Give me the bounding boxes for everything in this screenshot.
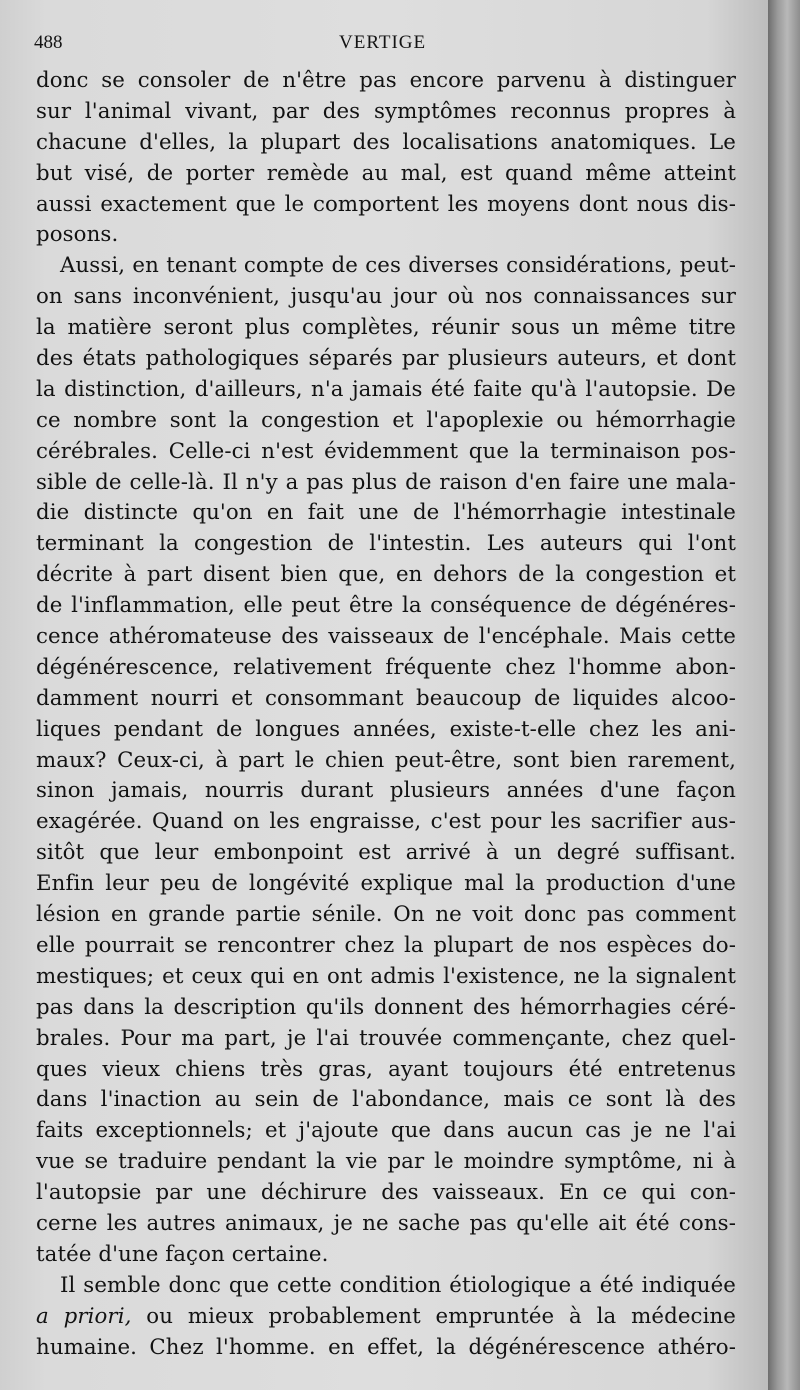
text-line: ce nombre sont la congestion et l'apoplexie ou hémorrhagie xyxy=(36,407,736,433)
text-line: chacune d'elles, la plupart des localisations anatomiques. Le xyxy=(36,129,736,155)
text-line: cence athéromateuse des vaisseaux de l'encéphale. Mais cette xyxy=(36,624,736,650)
text-line: la distinction, d'ailleurs, n'a jamais été faite qu'à l'autopsie. De xyxy=(36,376,736,402)
text-line: sitôt que leur embonpoint est arrivé à un degré suffisant. xyxy=(36,840,736,866)
text-line: sur l'animal vivant, par des symptômes reconnus propres à xyxy=(36,98,736,124)
text-line: elle pourrait se rencontrer chez la plupart de nos espèces do- xyxy=(36,932,736,958)
text-line: donc se consoler de n'être pas encore parvenu à distinguer xyxy=(36,68,736,93)
text-line: faits exceptionnels; et j'ajoute que dans aucun cas je ne l'ai xyxy=(36,1118,736,1144)
running-title: VERTIGE xyxy=(339,32,427,53)
text-line: maux? Ceux-ci, à part le chien peut-être, sont bien rarement, xyxy=(36,747,736,773)
text-line: but visé, de porter remède au mal, est quand même atteint xyxy=(36,160,736,186)
page-number: 488 xyxy=(34,32,63,53)
text-line: tatée d'une façon certaine. xyxy=(36,1241,329,1267)
text-line: terminant la congestion de l'intestin. Les auteurs qui l'ont xyxy=(36,531,736,557)
text-line: dégénérescence, relativement fréquente chez l'homme abon- xyxy=(36,654,736,680)
italic-phrase: a priori, xyxy=(36,1303,132,1329)
text-line: brales. Pour ma part, je l'ai trouvée commençante, chez quel- xyxy=(36,1025,736,1051)
text-line: posons. xyxy=(36,222,119,248)
text-line: on sans inconvénient, jusqu'au jour où nos connaissances sur xyxy=(36,284,736,310)
text-line: Il semble donc que cette condition étiologique a été indiquée xyxy=(60,1272,736,1298)
text-line-rest: ou mieux probablement empruntée à la médecine xyxy=(146,1303,736,1329)
text-line: sible de celle-là. Il n'y a pas plus de raison d'en faire une mala- xyxy=(36,469,736,495)
text-line: aussi exactement que le comportent les moyens dont nous dis- xyxy=(36,191,736,217)
text-line: ques vieux chiens très gras, ayant toujours été entretenus xyxy=(36,1056,736,1082)
text-line: de l'inflammation, elle peut être la conséquence de dégénéres- xyxy=(36,593,736,619)
text-line: lésion en grande partie sénile. On ne voit donc pas comment xyxy=(36,902,736,928)
text-line: Aussi, en tenant compte de ces diverses considérations, peut- xyxy=(60,253,736,279)
text-line: exagérée. Quand on les engraisse, c'est pour les sacrifier aus- xyxy=(36,809,736,835)
text-line: décrite à part disent bien que, en dehors de la congestion et xyxy=(36,562,736,588)
text-line: sinon jamais, nourris durant plusieurs années d'une façon xyxy=(36,778,736,804)
text-line: liques pendant de longues années, existe-t-elle chez les ani- xyxy=(36,716,736,742)
text-line: la matière seront plus complètes, réunir sous un même titre xyxy=(36,315,736,341)
text-line-with-italic xyxy=(36,1302,736,1333)
text-line: mestiques; et ceux qui en ont admis l'existence, ne la signalent xyxy=(36,963,736,989)
page-edge-shadow xyxy=(768,0,800,1390)
running-head xyxy=(34,32,734,56)
text-line: vue se traduire pendant la vie par le moindre symptôme, ni à xyxy=(36,1149,736,1175)
text-line: humaine. Chez l'homme. en effet, la dégénérescence athéro- xyxy=(36,1334,736,1360)
text-line: pas dans la description qu'ils donnent des hémorrhagies céré- xyxy=(36,994,736,1020)
text-line: cerne les autres animaux, je ne sache pas qu'elle ait été cons- xyxy=(36,1210,736,1236)
body-text xyxy=(36,66,736,1363)
text-line: cérébrales. Celle-ci n'est évidemment que la terminaison pos- xyxy=(36,438,736,464)
text-line: des états pathologiques séparés par plusieurs auteurs, et dont xyxy=(36,346,736,372)
text-line: damment nourri et consommant beaucoup de liquides alcoo- xyxy=(36,685,736,711)
text-line: die distincte qu'on en fait une de l'hémorrhagie intestinale xyxy=(36,500,736,526)
text-line: Enfin leur peu de longévité explique mal la production d'une xyxy=(36,871,736,897)
text-line: dans l'inaction au sein de l'abondance, mais ce sont là des xyxy=(36,1087,736,1113)
text-line: l'autopsie par une déchirure des vaisseaux. En ce qui con- xyxy=(36,1180,736,1206)
